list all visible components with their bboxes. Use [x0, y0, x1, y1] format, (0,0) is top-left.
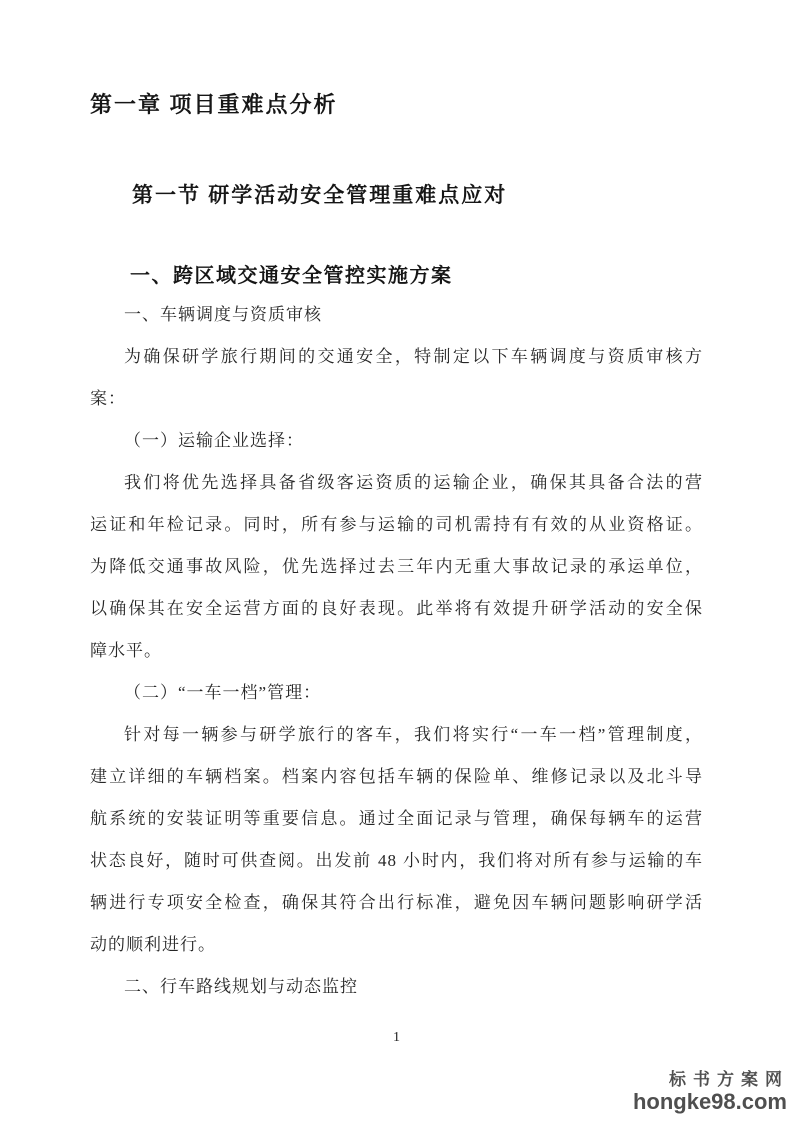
paragraph-line: 状态良好，随时可供查阅。出发前 48 小时内，我们将对所有参与运输的车	[90, 851, 703, 870]
paragraph-line: 航系统的安装证明等重要信息。通过全面记录与管理，确保每辆车的运营	[90, 809, 703, 828]
document-body	[90, 88, 703, 1008]
paragraph-line: 为确保研学旅行期间的交通安全，特制定以下车辆调度与资质审核方	[124, 347, 703, 366]
paragraph-line: （二）“一车一档”管理：	[124, 683, 322, 702]
section-heading: 第一节 研学活动安全管理重难点应对	[132, 183, 508, 207]
paragraph-line: 为降低交通事故风险，优先选择过去三年内无重大事故记录的承运单位，	[90, 557, 703, 576]
paragraph-line: 以确保其在安全运营方面的良好表现。此举将有效提升研学活动的安全保	[90, 599, 703, 618]
chapter-heading: 第一章 项目重难点分析	[90, 92, 338, 117]
list-heading: 二、行车路线规划与动态监控	[124, 977, 358, 996]
paragraph-line: 针对每一辆参与研学旅行的客车，我们将实行“一车一档”管理制度，	[124, 725, 703, 744]
watermark-site-name: 标书方案网	[669, 1070, 789, 1090]
watermark-site-url: hongke98.com	[632, 1088, 787, 1114]
paragraph-line: 障水平。	[90, 641, 162, 660]
page-number: 1	[393, 1030, 400, 1045]
subsection-heading: 一、跨区域交通安全管控实施方案	[130, 265, 453, 287]
list-heading: 一、车辆调度与资质审核	[124, 305, 322, 324]
watermark	[633, 1071, 787, 1114]
paragraph-line: 案：	[90, 389, 126, 408]
paragraph-line: 建立详细的车辆档案。档案内容包括车辆的保险单、维修记录以及北斗导	[90, 767, 703, 786]
paragraph-line: 动的顺利进行。	[90, 935, 216, 954]
paragraph-line: 我们将优先选择具备省级客运资质的运输企业，确保其具备合法的营	[124, 473, 703, 492]
paragraph-line: 辆进行专项安全检查，确保其符合出行标准，避免因车辆问题影响研学活	[90, 893, 703, 912]
paragraph-line: （一）运输企业选择：	[124, 431, 304, 450]
paragraph-line: 运证和年检记录。同时，所有参与运输的司机需持有有效的从业资格证。	[90, 515, 703, 534]
